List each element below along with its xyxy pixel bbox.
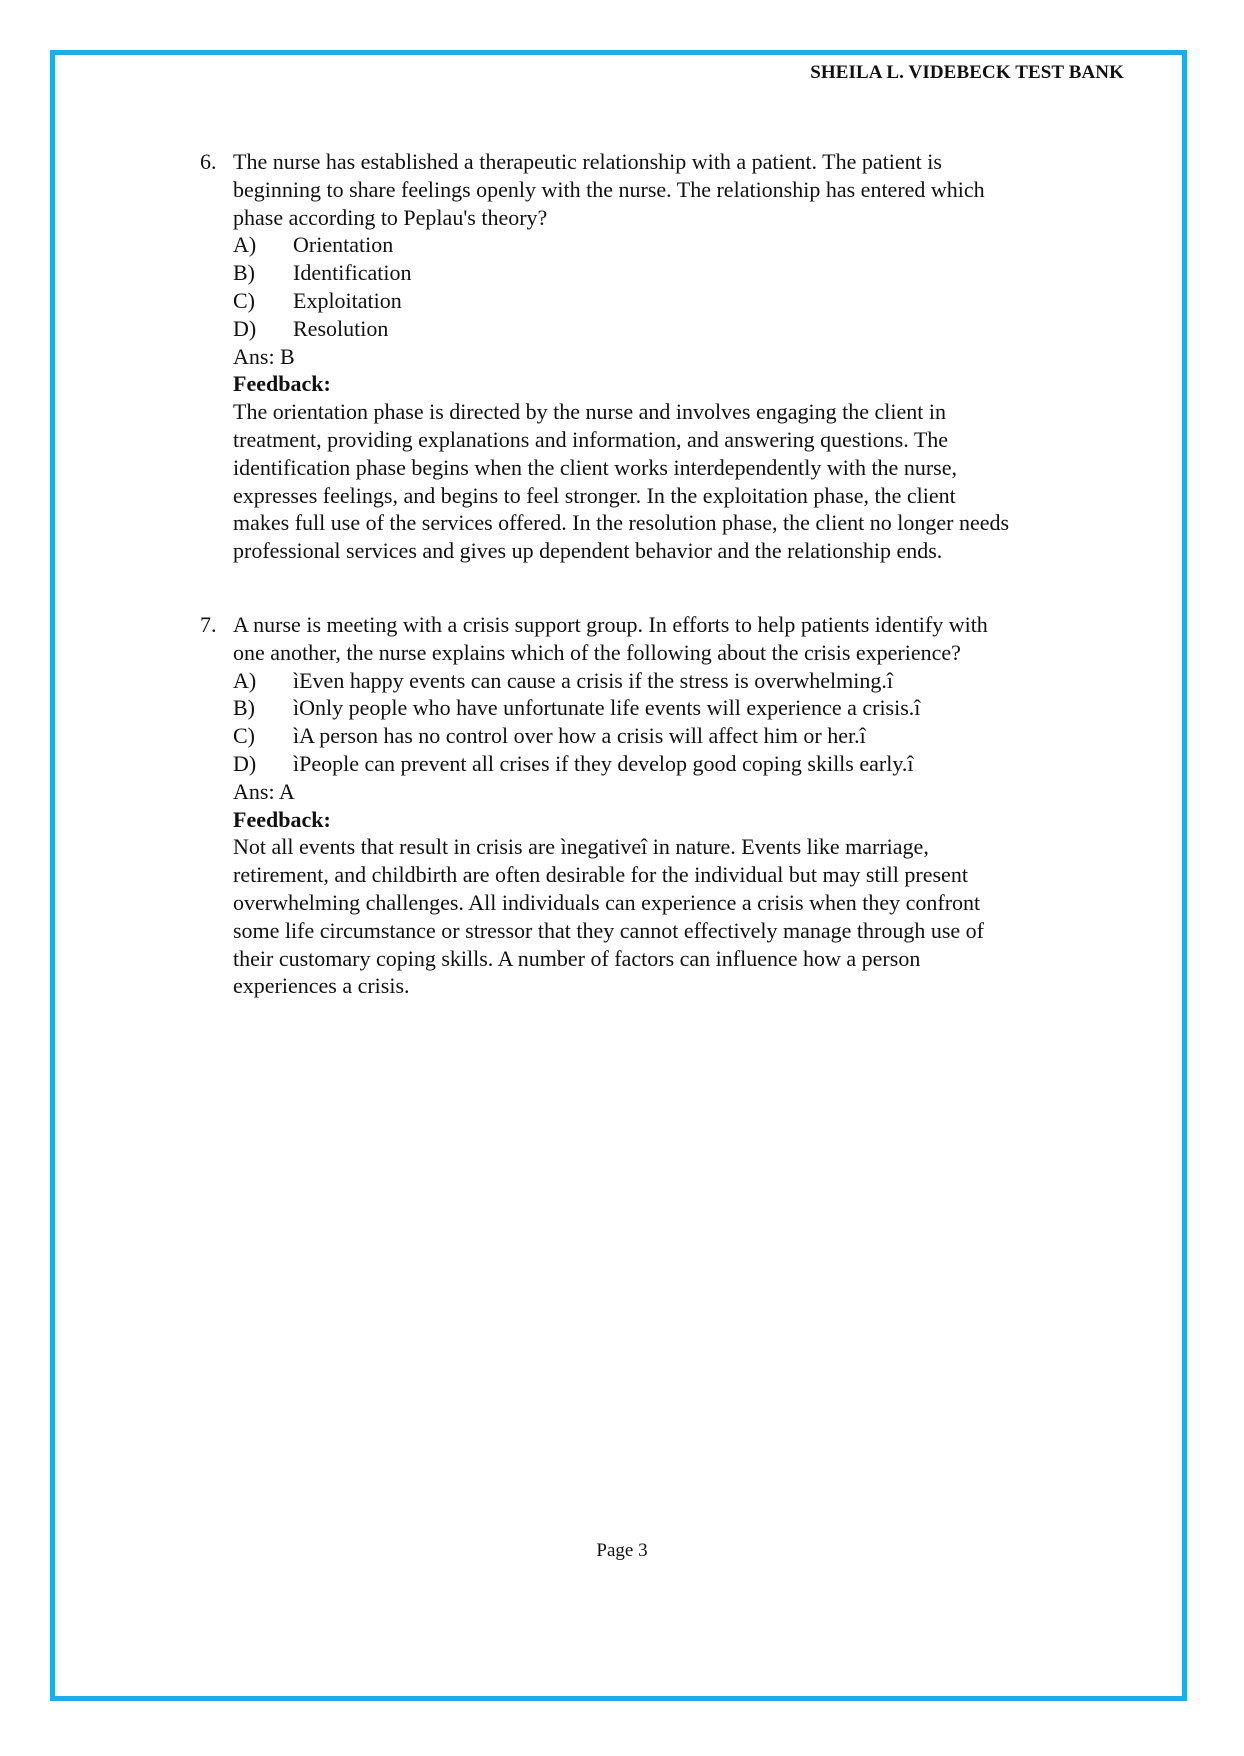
question-stem-line: phase according to Peplau's theory?: [233, 204, 548, 230]
feedback-line: The orientation phase is directed by the nurse and involves engaging the client in: [233, 399, 946, 425]
page-number: Page 3: [596, 1540, 648, 1561]
question-body: [233, 611, 1140, 1000]
option-letter: B): [233, 695, 255, 721]
feedback-line: treatment, providing explanations and information, and answering questions. The: [233, 426, 949, 452]
question-body: [233, 148, 1140, 565]
feedback-line: overwhelming challenges. All individuals can experience a crisis when they confront: [233, 889, 981, 915]
answer-key: Ans: A: [233, 778, 295, 804]
answer-option: [233, 722, 1140, 750]
feedback-line: retirement, and childbirth are often desirable for the individual but may still present: [233, 862, 968, 888]
option-text: ìEven happy events can cause a crisis if the stress is overwhelming.î: [293, 667, 893, 693]
option-text: ìA person has no control over how a crisis will affect him or her.î: [293, 723, 866, 749]
option-text: ìPeople can prevent all crises if they develop good coping skills early.î: [293, 750, 914, 776]
answer-key: Ans: B: [233, 343, 295, 369]
option-text: Orientation: [293, 232, 394, 258]
question-6: [200, 148, 1140, 565]
option-letter: A): [233, 667, 257, 693]
option-letter: D): [233, 750, 257, 776]
feedback-label: Feedback:: [233, 806, 331, 832]
feedback-label: Feedback:: [233, 371, 331, 397]
answer-option: [233, 231, 1140, 259]
feedback-line: Not all events that result in crisis are ìnegativeî in nature. Events like marriage,: [233, 834, 929, 860]
feedback-line: some life circumstance or stressor that they cannot effectively manage through use of: [233, 917, 984, 943]
option-letter: B): [233, 260, 255, 286]
page-header: SHEILA L. VIDEBECK TEST BANK: [810, 62, 1124, 83]
option-letter: D): [233, 315, 257, 341]
feedback-line: identification phase begins when the client works interdependently with the nurse,: [233, 454, 957, 480]
answer-option: [233, 694, 1140, 722]
question-number: 6.: [200, 149, 217, 174]
option-letter: C): [233, 287, 255, 313]
answer-option: [233, 750, 1140, 778]
feedback-line: experiences a crisis.: [233, 973, 410, 999]
option-letter: C): [233, 723, 255, 749]
question-7: [200, 611, 1140, 1000]
question-stem-line: The nurse has established a therapeutic relationship with a patient. The patient is: [233, 149, 942, 174]
question-stem-line: one another, the nurse explains which of the following about the crisis experience?: [233, 639, 961, 665]
question-number: 7.: [200, 612, 217, 637]
feedback-line: expresses feelings, and begins to feel stronger. In the exploitation phase, the client: [233, 482, 956, 508]
question-stem-line: A nurse is meeting with a crisis support group. In efforts to help patients identify with: [233, 612, 988, 637]
answer-option: [233, 259, 1140, 287]
feedback-line: makes full use of the services offered. In the resolution phase, the client no longer needs: [233, 510, 1010, 536]
option-text: Identification: [293, 260, 412, 286]
answer-option: [233, 315, 1140, 343]
feedback-line: their customary coping skills. A number of factors can influence how a person: [233, 945, 921, 971]
option-text: Exploitation: [293, 287, 402, 313]
answer-option: [233, 287, 1140, 315]
answer-option: [233, 667, 1140, 695]
option-letter: A): [233, 232, 257, 258]
option-text: Resolution: [293, 315, 389, 341]
feedback-line: professional services and gives up dependent behavior and the relationship ends.: [233, 538, 943, 564]
option-text: ìOnly people who have unfortunate life events will experience a crisis.î: [293, 695, 921, 721]
question-stem-line: beginning to share feelings openly with the nurse. The relationship has entered which: [233, 176, 985, 202]
